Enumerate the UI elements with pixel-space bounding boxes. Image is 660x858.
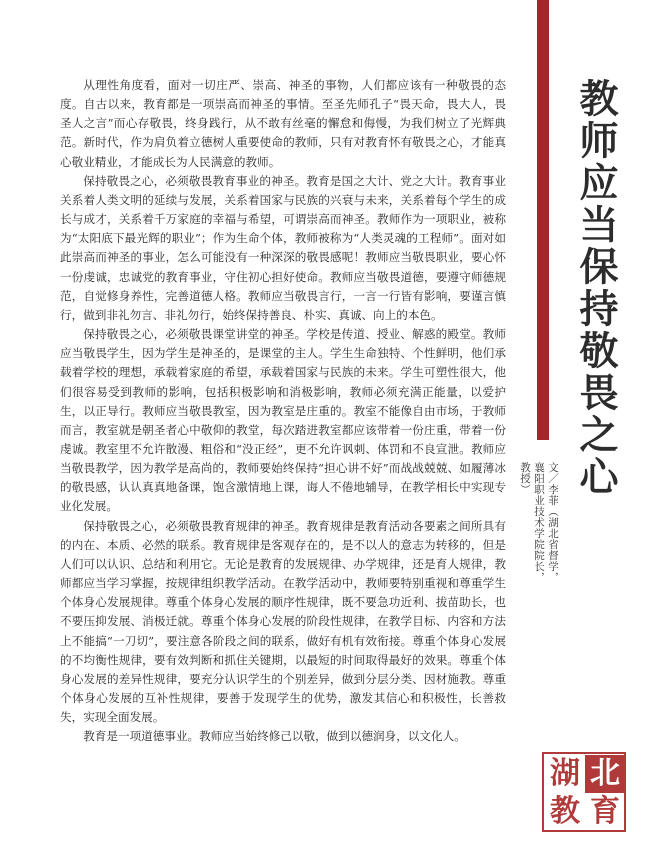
paragraph-law: 保持敬畏之心，必须敬畏教育规律的神圣。教育规律是教育活动各要素之间所具有的内在、本质、必然的联系。教育规律是客观存在的，是不以人的意志为转移的，但是人们可以认识、总结和利用它。无论是教育的发展规律、办学规律，还是育人规律，教师都应当学习掌握，按规律组织教学活动。在教学活动中，教师要特别重视和尊重学生个体身心发展规律。尊重个体身心发展的顺序性规律，既不要急功近利、拔苗助长，也不要压抑发展、消极迁就。尊重个体身心发展的阶段性规律，在教学目标、内容和方法上不能搞“一刀切”，要注意各阶段之间的联系，做好有机有效衔接。尊重个体身心发展的不均衡性规律，要有效判断和抓住关键期，以最短的时间取得最好的效果。尊重个体身心发展的差异性规律，要充分认识学生的个别差异，做到分层分类、因材施教。尊重个体身心发展的互补性规律，要善于发现学生的优势，激发其信心和积极性，长善救失，实现全面发展。 <box>60 518 506 725</box>
article-title: 教师应当保持敬畏之心 <box>573 78 619 498</box>
author-byline: 文／李菲（湖北省督学，襄阳职业技术学院院长，教授） <box>519 462 559 583</box>
paragraph-classroom: 保持敬畏之心，必须敬畏课堂讲堂的神圣。学校是传道、授业、解惑的殿堂。教师应当敬畏学生，因为学生是神圣的，是课堂的主人。学生生命独特、个性鲜明，他们承载着学校的理想，承载着家庭的希望，承载着国家与民族的未来。学生可塑性很大，他们很容易受到教师的影响，包括积极影响和消极影响，教师必须充满正能量，以爱护生，以正导行。教师应当敬畏教室，因为教室是庄重的。教室不能像自由市场，于教师而言，教室就是朝圣者心中敬仰的教堂，每次踏进教室都应该带着一份庄重，带着一份虔诚。教室里不允许散漫、粗俗和“没正经”，更不允许讽刺、体罚和不良宣泄。教师应当敬畏教学，因为教学是高尚的，教师要始终保持“担心讲不好”而战战兢兢、如履薄冰的敬畏感，认认真真地备课，饱含激情地上课，诲人不倦地辅导，在教学相长中实现专业化发展。 <box>60 327 506 514</box>
paragraph-intro: 从理性角度看，面对一切庄严、崇高、神圣的事物，人们都应该有一种敬畏的态度。自古以来，教育都是一项崇高而神圣的事情。至圣先师孔子“畏天命，畏大人，畏圣人之言”而心存敬畏，终身践行，从不敢有丝毫的懈怠和侮慢，为我们树立了光辉典范。新时代，作为肩负着立德树人重要使命的教师，只有对教育怀有敬畏之心，才能真心敬业精业，才能成长为人民满意的教师。 <box>60 78 506 169</box>
accent-bar <box>537 0 549 440</box>
seal-char: 湖 <box>550 756 580 791</box>
seal-char: 教 <box>550 794 580 829</box>
article-body <box>60 76 506 746</box>
paragraph-closing: 教育是一项道德事业。教师应当始终修己以敬，做到以德润身，以文化人。 <box>83 729 466 744</box>
hubei-education-seal <box>542 752 626 832</box>
paragraph-career: 保持敬畏之心，必须敬畏教育事业的神圣。教育是国之大计、党之大计。教育事业关系着人类文明的延续与发展，关系着国家与民族的兴衰与未来，关系着每个学生的成长与成才，关系着千万家庭的幸福与希望，可谓崇高而神圣。教师作为一项职业，被称为“太阳底下最光辉的职业”；作为生命个体，教师被称为“人类灵魂的工程师”。面对如此崇高而神圣的事业，怎么可能没有一种深深的敬畏感呢！教师应当敬畏职业，要心怀一份虔诚，忠诚党的教育事业，守住初心担好使命。教师应当敬畏道德，要遵守师德规范，自觉修身养性，完善道德人格。教师应当敬畏言行，一言一行皆有影响，要谨言慎行，做到非礼勿言、非礼勿行，始终保持善良、朴实、真诚、向上的本色。 <box>60 173 506 322</box>
seal-char: 育 <box>590 794 620 829</box>
seal-char: 北 <box>585 755 625 793</box>
